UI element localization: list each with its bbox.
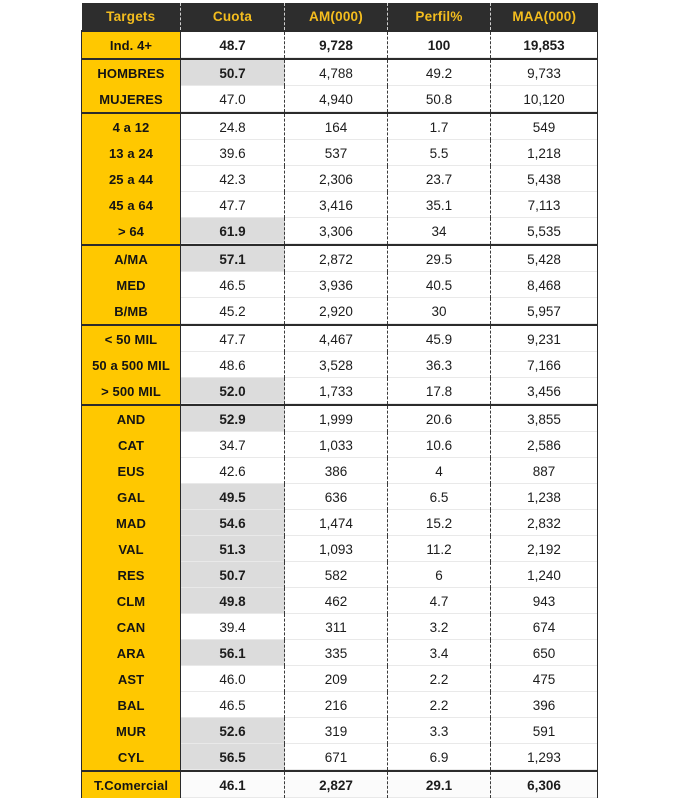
cell-cuota: 34.7: [181, 432, 285, 458]
table-row[interactable]: [82, 272, 598, 298]
cell-target: CYL: [82, 744, 181, 771]
cell-perfil: 29.1: [388, 771, 491, 798]
cell-am: 636: [285, 484, 388, 510]
cell-target: RES: [82, 562, 181, 588]
cell-cuota: 42.3: [181, 166, 285, 192]
table-row[interactable]: [82, 59, 598, 86]
cell-am: 386: [285, 458, 388, 484]
cell-perfil: 10.6: [388, 432, 491, 458]
cell-target: B/MB: [82, 298, 181, 325]
cell-maa: 7,166: [491, 352, 598, 378]
cell-cuota: 52.0: [181, 378, 285, 405]
audience-table: [81, 3, 598, 798]
cell-target: 50 a 500 MIL: [82, 352, 181, 378]
cell-perfil: 40.5: [388, 272, 491, 298]
table-row[interactable]: [82, 484, 598, 510]
cell-target: AND: [82, 405, 181, 432]
cell-maa: 5,438: [491, 166, 598, 192]
cell-perfil: 20.6: [388, 405, 491, 432]
cell-am: 3,936: [285, 272, 388, 298]
cell-cuota: 51.3: [181, 536, 285, 562]
table-row[interactable]: [82, 510, 598, 536]
cell-maa: 549: [491, 113, 598, 140]
column-header-perfil[interactable]: Perfil%: [388, 3, 491, 31]
cell-cuota: 47.0: [181, 86, 285, 113]
cell-am: 1,999: [285, 405, 388, 432]
cell-target: HOMBRES: [82, 59, 181, 86]
cell-cuota: 49.5: [181, 484, 285, 510]
cell-am: 2,827: [285, 771, 388, 798]
cell-perfil: 3.3: [388, 718, 491, 744]
table-row[interactable]: [82, 536, 598, 562]
cell-perfil: 29.5: [388, 245, 491, 272]
column-header-am[interactable]: AM(000): [285, 3, 388, 31]
cell-am: 4,467: [285, 325, 388, 352]
cell-perfil: 2.2: [388, 692, 491, 718]
cell-target: MED: [82, 272, 181, 298]
cell-perfil: 1.7: [388, 113, 491, 140]
cell-target: MAD: [82, 510, 181, 536]
cell-am: 319: [285, 718, 388, 744]
cell-maa: 3,456: [491, 378, 598, 405]
cell-maa: 2,832: [491, 510, 598, 536]
table-row[interactable]: [82, 640, 598, 666]
cell-target: 13 a 24: [82, 140, 181, 166]
table-row[interactable]: [82, 218, 598, 245]
table-row[interactable]: [82, 432, 598, 458]
cell-target: BAL: [82, 692, 181, 718]
cell-cuota: 46.5: [181, 692, 285, 718]
cell-perfil: 50.8: [388, 86, 491, 113]
cell-maa: 5,535: [491, 218, 598, 245]
cell-cuota: 24.8: [181, 113, 285, 140]
table-row[interactable]: [82, 562, 598, 588]
cell-cuota: 56.1: [181, 640, 285, 666]
column-header-targets[interactable]: Targets: [82, 3, 181, 31]
cell-maa: 19,853: [491, 31, 598, 59]
header-row: [82, 3, 598, 31]
cell-cuota: 54.6: [181, 510, 285, 536]
cell-cuota: 56.5: [181, 744, 285, 771]
cell-perfil: 45.9: [388, 325, 491, 352]
table-row[interactable]: [82, 298, 598, 325]
cell-am: 4,788: [285, 59, 388, 86]
table-row[interactable]: [82, 718, 598, 744]
cell-target: CLM: [82, 588, 181, 614]
cell-am: 1,093: [285, 536, 388, 562]
cell-target: T.Comercial: [82, 771, 181, 798]
cell-perfil: 2.2: [388, 666, 491, 692]
cell-am: 2,920: [285, 298, 388, 325]
cell-target: Ind. 4+: [82, 31, 181, 59]
cell-perfil: 4.7: [388, 588, 491, 614]
cell-am: 335: [285, 640, 388, 666]
cell-cuota: 57.1: [181, 245, 285, 272]
table-row[interactable]: [82, 140, 598, 166]
table-row[interactable]: [82, 614, 598, 640]
table-row[interactable]: [82, 744, 598, 771]
cell-am: 209: [285, 666, 388, 692]
audience-table-container: [81, 3, 597, 798]
cell-target: > 500 MIL: [82, 378, 181, 405]
cell-am: 216: [285, 692, 388, 718]
cell-target: 4 a 12: [82, 113, 181, 140]
cell-target: EUS: [82, 458, 181, 484]
cell-target: > 64: [82, 218, 181, 245]
cell-cuota: 50.7: [181, 59, 285, 86]
cell-perfil: 17.8: [388, 378, 491, 405]
table-row[interactable]: [82, 458, 598, 484]
cell-cuota: 61.9: [181, 218, 285, 245]
cell-am: 582: [285, 562, 388, 588]
cell-maa: 2,192: [491, 536, 598, 562]
cell-target: CAN: [82, 614, 181, 640]
cell-am: 2,872: [285, 245, 388, 272]
cell-target: 25 a 44: [82, 166, 181, 192]
cell-maa: 6,306: [491, 771, 598, 798]
cell-perfil: 3.4: [388, 640, 491, 666]
table-row[interactable]: [82, 325, 598, 352]
cell-cuota: 39.4: [181, 614, 285, 640]
cell-cuota: 47.7: [181, 325, 285, 352]
cell-perfil: 36.3: [388, 352, 491, 378]
cell-perfil: 6: [388, 562, 491, 588]
cell-maa: 943: [491, 588, 598, 614]
table-row[interactable]: [82, 588, 598, 614]
cell-am: 1,033: [285, 432, 388, 458]
table-row[interactable]: [82, 352, 598, 378]
cell-maa: 396: [491, 692, 598, 718]
table-row[interactable]: [82, 692, 598, 718]
cell-maa: 8,468: [491, 272, 598, 298]
cell-cuota: 46.1: [181, 771, 285, 798]
table-row[interactable]: [82, 31, 598, 59]
cell-maa: 5,957: [491, 298, 598, 325]
cell-maa: 7,113: [491, 192, 598, 218]
cell-am: 311: [285, 614, 388, 640]
cell-target: MUR: [82, 718, 181, 744]
table-row[interactable]: [82, 113, 598, 140]
column-header-maa[interactable]: MAA(000): [491, 3, 598, 31]
cell-maa: 1,238: [491, 484, 598, 510]
table-row[interactable]: [82, 771, 598, 798]
cell-perfil: 34: [388, 218, 491, 245]
cell-cuota: 47.7: [181, 192, 285, 218]
cell-maa: 674: [491, 614, 598, 640]
cell-am: 3,528: [285, 352, 388, 378]
cell-target: A/MA: [82, 245, 181, 272]
cell-am: 1,733: [285, 378, 388, 405]
cell-perfil: 4: [388, 458, 491, 484]
cell-perfil: 100: [388, 31, 491, 59]
cell-perfil: 15.2: [388, 510, 491, 536]
cell-perfil: 6.9: [388, 744, 491, 771]
cell-perfil: 49.2: [388, 59, 491, 86]
table-row[interactable]: [82, 86, 598, 113]
cell-target: AST: [82, 666, 181, 692]
cell-target: GAL: [82, 484, 181, 510]
cell-am: 3,306: [285, 218, 388, 245]
cell-perfil: 11.2: [388, 536, 491, 562]
cell-cuota: 46.5: [181, 272, 285, 298]
table-row[interactable]: [82, 405, 598, 432]
column-header-cuota[interactable]: Cuota: [181, 3, 285, 31]
cell-maa: 2,586: [491, 432, 598, 458]
table-header: [82, 3, 598, 31]
table-body: [82, 31, 598, 798]
cell-perfil: 3.2: [388, 614, 491, 640]
cell-cuota: 52.9: [181, 405, 285, 432]
cell-perfil: 30: [388, 298, 491, 325]
cell-cuota: 52.6: [181, 718, 285, 744]
cell-am: 3,416: [285, 192, 388, 218]
cell-perfil: 5.5: [388, 140, 491, 166]
table-row[interactable]: [82, 192, 598, 218]
cell-perfil: 6.5: [388, 484, 491, 510]
cell-maa: 3,855: [491, 405, 598, 432]
cell-perfil: 23.7: [388, 166, 491, 192]
table-row[interactable]: [82, 378, 598, 405]
cell-am: 671: [285, 744, 388, 771]
cell-am: 2,306: [285, 166, 388, 192]
cell-cuota: 46.0: [181, 666, 285, 692]
table-row[interactable]: [82, 245, 598, 272]
cell-target: 45 a 64: [82, 192, 181, 218]
cell-cuota: 49.8: [181, 588, 285, 614]
cell-am: 4,940: [285, 86, 388, 113]
cell-target: CAT: [82, 432, 181, 458]
cell-maa: 10,120: [491, 86, 598, 113]
cell-am: 9,728: [285, 31, 388, 59]
cell-cuota: 50.7: [181, 562, 285, 588]
cell-target: < 50 MIL: [82, 325, 181, 352]
cell-cuota: 42.6: [181, 458, 285, 484]
cell-am: 537: [285, 140, 388, 166]
cell-cuota: 48.7: [181, 31, 285, 59]
cell-maa: 5,428: [491, 245, 598, 272]
cell-maa: 475: [491, 666, 598, 692]
cell-am: 1,474: [285, 510, 388, 536]
cell-cuota: 48.6: [181, 352, 285, 378]
table-row[interactable]: [82, 166, 598, 192]
cell-maa: 591: [491, 718, 598, 744]
cell-maa: 1,293: [491, 744, 598, 771]
cell-target: ARA: [82, 640, 181, 666]
cell-maa: 1,218: [491, 140, 598, 166]
cell-cuota: 45.2: [181, 298, 285, 325]
cell-maa: 650: [491, 640, 598, 666]
cell-am: 164: [285, 113, 388, 140]
cell-target: MUJERES: [82, 86, 181, 113]
cell-maa: 887: [491, 458, 598, 484]
cell-perfil: 35.1: [388, 192, 491, 218]
cell-cuota: 39.6: [181, 140, 285, 166]
table-row[interactable]: [82, 666, 598, 692]
cell-target: VAL: [82, 536, 181, 562]
cell-maa: 9,733: [491, 59, 598, 86]
cell-maa: 1,240: [491, 562, 598, 588]
cell-maa: 9,231: [491, 325, 598, 352]
cell-am: 462: [285, 588, 388, 614]
